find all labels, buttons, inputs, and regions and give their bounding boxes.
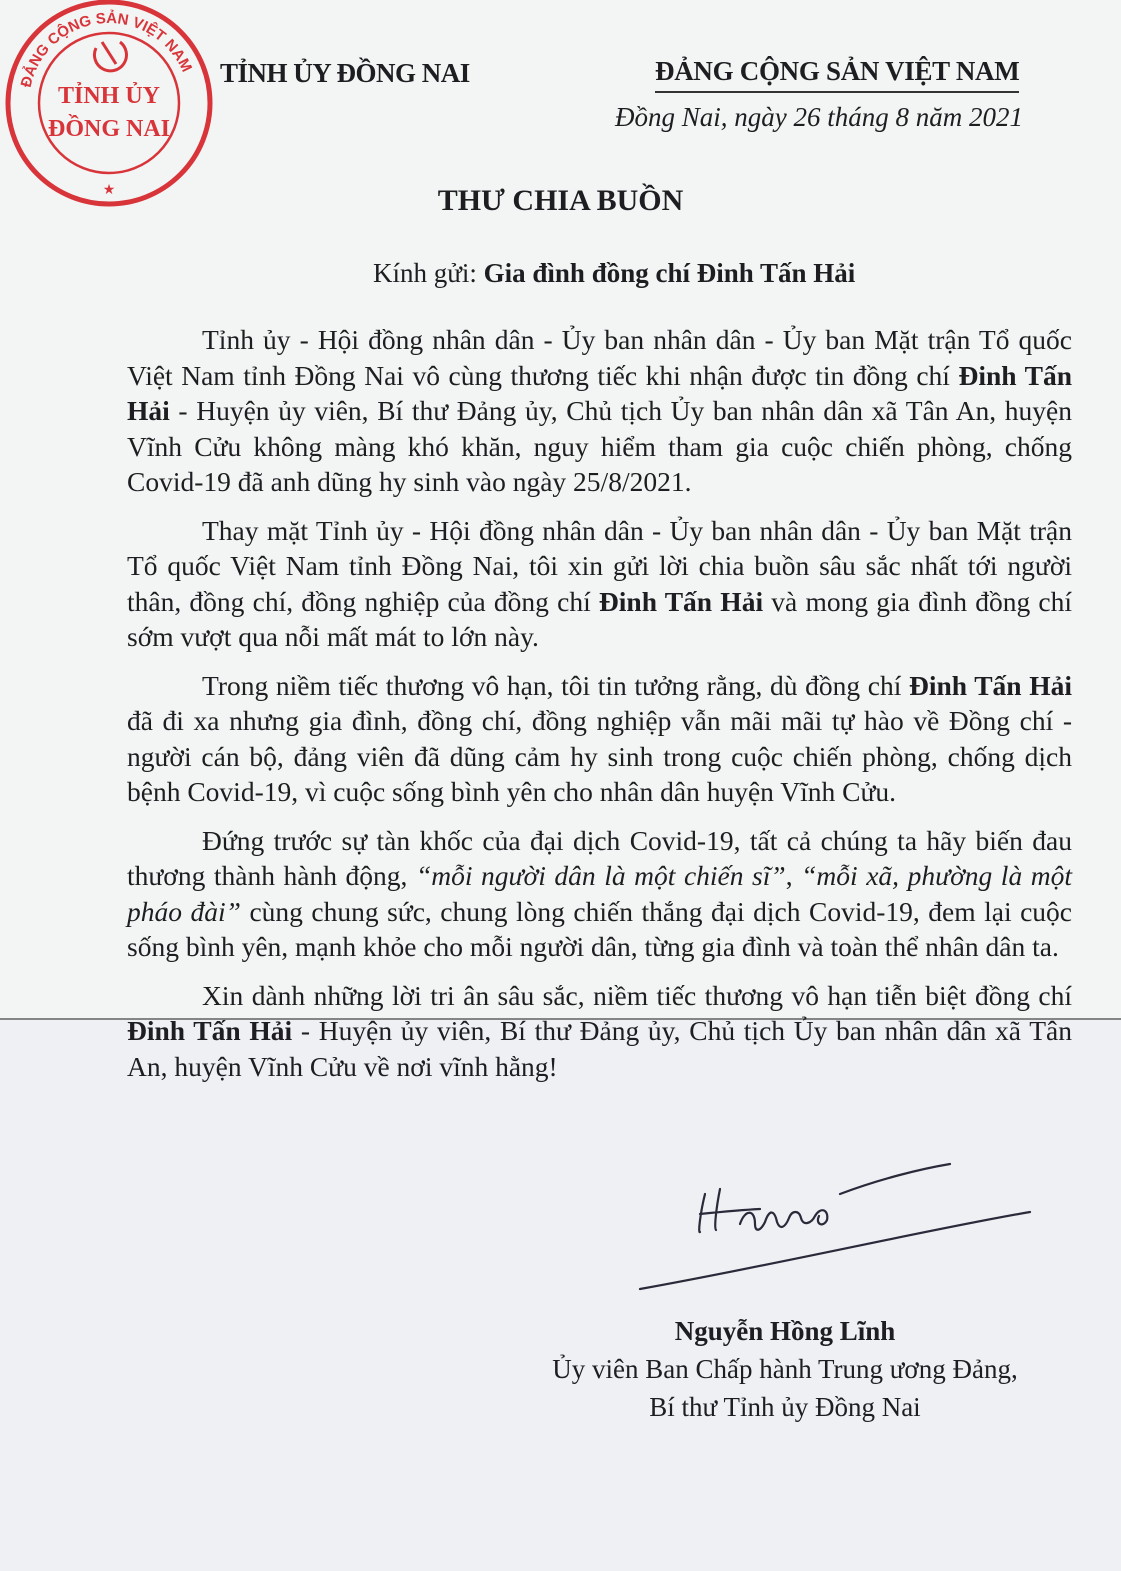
handwritten-signature <box>630 1154 1050 1304</box>
paragraph-5: Xin dành những lời tri ân sâu sắc, niềm tiếc thương vô hạn tiễn biệt đồng chí Đinh Tấn Hải - Huyện ủy viên, Bí thư Đảng ủy, Chủ tịch Ủy ban nhân dân xã Tân An, huyện Vĩnh Cửu về nơi vĩnh hằng! <box>127 979 1072 1082</box>
issuer-name: TỈNH ỦY ĐỒNG NAI <box>220 58 470 88</box>
party-name: ĐẢNG CỘNG SẢN VIỆT NAM <box>655 56 1019 93</box>
signer-position-1: Ủy viên Ban Chấp hành Trung ương Đảng, <box>552 1354 1018 1384</box>
greeting-recipient: Gia đình đồng chí Đinh Tấn Hải <box>483 258 856 288</box>
signer-name: Nguyễn Hồng Lĩnh <box>674 1316 896 1346</box>
paragraph-1: Tỉnh ủy - Hội đồng nhân dân - Ủy ban nhân dân - Ủy ban Mặt trận Tổ quốc Việt Nam tỉnh Đồng Nai vô cùng thương tiếc khi nhận được tin đồng chí Đinh Tấn Hải - Huyện ủy viên, Bí thư Đảng ủy, Chủ tịch Ủy ban nhân dân xã Tân An, huyện Vĩnh Cửu không màng khó khăn, nguy hiểm tham gia cuộc chiến phòng, chống Covid-19 đã anh dũng hy sinh vào ngày 25/8/2021. <box>127 324 1073 497</box>
greeting-prefix: Kính gửi: <box>373 258 484 288</box>
signature-block <box>127 1154 1072 1494</box>
paragraph-4: Đứng trước sự tàn khốc của đại dịch Covid-19, tất cả chúng ta hãy biến đau thương thành hành động, “mỗi người dân là một chiến sĩ”, “mỗi xã, phường là một pháo đài” cùng chung sức, chung lòng chiến thắng đại dịch Covid-19, đem lại cuộc sống bình yên, mạnh khỏe cho mỗi người dân, từng gia đình và toàn thể nhân dân ta. <box>127 824 1072 962</box>
letter-body <box>127 322 1072 1494</box>
hammer-sickle-icon <box>94 42 126 71</box>
stamp-center-line2: ĐỒNG NAI <box>47 116 171 142</box>
letter-date: Đồng Nai, ngày 26 tháng 8 năm 2021 <box>615 102 1023 132</box>
official-stamp <box>4 0 214 208</box>
letter-title: THƯ CHIA BUỒN <box>437 184 684 217</box>
greeting <box>373 258 855 289</box>
signer-position-2: Bí thư Tỉnh ủy Đồng Nai <box>649 1392 921 1422</box>
stamp-ring-text: ĐẢNG CỘNG SẢN VIỆT NAM <box>17 9 196 90</box>
paragraph-3: Trong niềm tiếc thương vô hạn, tôi tin tưởng rằng, dù đồng chí Đinh Tấn Hải đã đi xa nhưng gia đình, đồng chí, đồng nghiệp vẫn mãi mãi tự hào về Đồng chí - người cán bộ, đảng viên đã dũng cảm hy sinh trong cuộc chiến phòng, chống dịch bệnh Covid-19, vì cuộc sống bình yên cho nhân dân huyện Vĩnh Cửu. <box>127 669 1072 807</box>
star-icon: ★ <box>102 183 116 198</box>
stamp-center-line1: TỈNH ỦY <box>57 83 161 109</box>
paragraph-2: Thay mặt Tỉnh ủy - Hội đồng nhân dân - Ủy ban nhân dân - Ủy ban Mặt trận Tổ quốc Việt Nam tỉnh Đồng Nai, tôi xin gửi lời chia buồn sâu sắc nhất tới người thân, đồng chí, đồng nghiệp của đồng chí Đinh Tấn Hải và mong gia đình đồng chí sớm vượt qua nỗi mất mát to lớn này. <box>127 514 1072 652</box>
